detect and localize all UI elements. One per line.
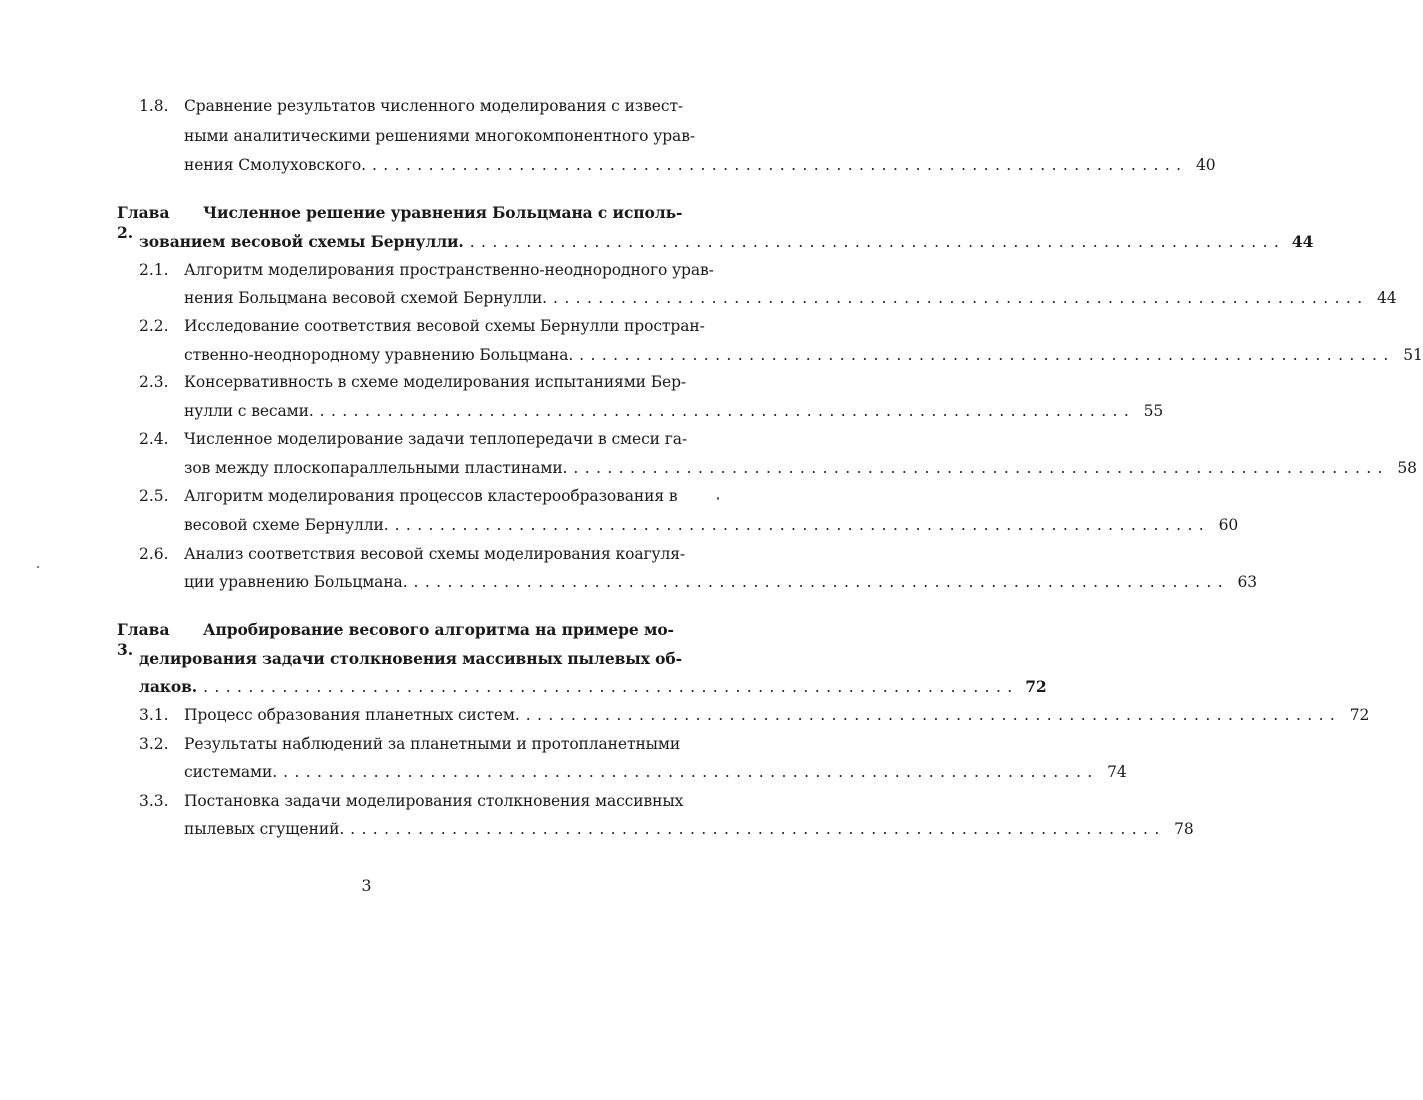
dot-leader: ........................................................................ [394, 516, 1211, 534]
toc-title-line: Сравнение результатов численного моделирования с извест- [184, 97, 684, 115]
toc-title-line: нения Больцмана весовой схемой Бернулли. [184, 289, 547, 307]
toc-title-line: Апробирование весового алгоритма на примере мо- [203, 620, 674, 639]
toc-number: 1.8. [139, 97, 169, 115]
toc-title-line: Алгоритм моделирования пространственно-неоднородного урав- [184, 261, 714, 279]
toc-title-line: Результаты наблюдений за планетными и протопланетными [184, 735, 681, 753]
toc-last-line [184, 345, 1423, 365]
dot-leader: ........................................................................ [350, 820, 1166, 838]
toc-chapter-label: Глава 2. [117, 203, 170, 242]
toc-title-line: Исследование соответствия весовой схемы Бернулли простран- [184, 317, 705, 335]
toc-number: 3.2. [139, 735, 169, 753]
dot-leader: ........................................................................ [371, 156, 1188, 174]
toc-title-line: Постановка задачи моделирования столкновения массивных [184, 792, 684, 810]
toc-number: 2.3. [139, 373, 169, 391]
toc-title-line: весовой схеме Бернулли. [184, 516, 389, 534]
toc-page-number: 63 [1237, 573, 1258, 591]
toc-number: 2.2. [139, 317, 169, 335]
toc-title-line: ными аналитическими решениями многокомпонентного урав- [184, 127, 695, 145]
toc-title-line: пылевых сгущений. [184, 820, 345, 838]
toc-chapter-label: Глава 3. [117, 620, 170, 659]
toc-number: 2.4. [139, 430, 169, 448]
dot-leader: ........................................................................ [203, 678, 1019, 696]
toc-number: 2.6. [139, 545, 169, 563]
toc-page-number: 74 [1107, 763, 1127, 781]
toc-last-line [184, 401, 1164, 421]
toc-page-number: 40 [1195, 156, 1216, 174]
toc-number: 2.1. [139, 261, 169, 279]
toc-title-line: нулли с весами. [184, 402, 314, 420]
toc-title-line: системами. [184, 763, 278, 781]
toc-page-number: 58 [1397, 459, 1417, 477]
dot-leader: ........................................................................ [525, 706, 1342, 724]
toc-last-line [139, 232, 1314, 252]
toc-title-line: зованием весовой схемы Бернулли. [139, 232, 464, 251]
toc-page-number: 44 [1377, 289, 1397, 307]
toc-page-number: 72 [1349, 706, 1370, 724]
toc-title-line: Процесс образования планетных систем. [184, 706, 520, 724]
toc-page-number: 44 [1291, 232, 1314, 251]
toc-page-number: 72 [1025, 677, 1047, 696]
page-number: 3 [361, 876, 372, 895]
toc-last-line [184, 458, 1417, 478]
toc-page-number: 51 [1403, 346, 1423, 364]
toc-last-line [184, 515, 1239, 535]
dot-leader: ........................................................................ [553, 289, 1369, 307]
toc-number: 2.5. [139, 487, 169, 505]
toc-title-line: ции уравнению Больцмана. [184, 573, 408, 591]
toc-last-line [184, 705, 1370, 725]
toc-title-line: нения Смолуховского. [184, 156, 366, 174]
toc-title-line: Численное решение уравнения Больцмана с исполь- [203, 203, 683, 222]
toc-number: 3.3. [139, 792, 169, 810]
toc-last-line [184, 288, 1397, 308]
toc-last-line [184, 819, 1194, 839]
toc-last-line [139, 677, 1047, 697]
dot-leader: ........................................................................ [469, 233, 1286, 251]
scan-speck [717, 497, 719, 500]
dot-leader: ........................................................................ [413, 573, 1230, 591]
toc-title-line: зов между плоскопараллельными пластинами. [184, 459, 568, 477]
toc-page-number: 55 [1143, 402, 1164, 420]
toc-last-line [184, 155, 1216, 175]
toc-number: 3.1. [139, 706, 169, 724]
scan-speck [37, 566, 39, 568]
toc-page-number: 78 [1174, 820, 1194, 838]
toc-title-line: Анализ соответствия весовой схемы моделирования коагуля- [184, 545, 686, 563]
dot-leader: ........................................................................ [319, 402, 1136, 420]
toc-last-line [184, 572, 1258, 592]
toc-title-line: делирования задачи столкновения массивных пылевых об- [139, 649, 682, 668]
toc-page-number: 60 [1218, 516, 1239, 534]
dot-leader: ........................................................................ [573, 459, 1389, 477]
toc-title-line: лаков. [139, 677, 198, 696]
toc-title-line: Алгоритм моделирования процессов кластерообразования в [184, 487, 678, 505]
dot-leader: ........................................................................ [283, 763, 1099, 781]
dot-leader: ........................................................................ [579, 346, 1395, 364]
toc-title-line: ственно-неоднородному уравнению Больцмана. [184, 346, 574, 364]
toc-title-line: Консервативность в схеме моделирования испытаниями Бер- [184, 373, 687, 391]
toc-title-line: Численное моделирование задачи теплопередачи в смеси га- [184, 430, 688, 448]
toc-last-line [184, 762, 1127, 782]
